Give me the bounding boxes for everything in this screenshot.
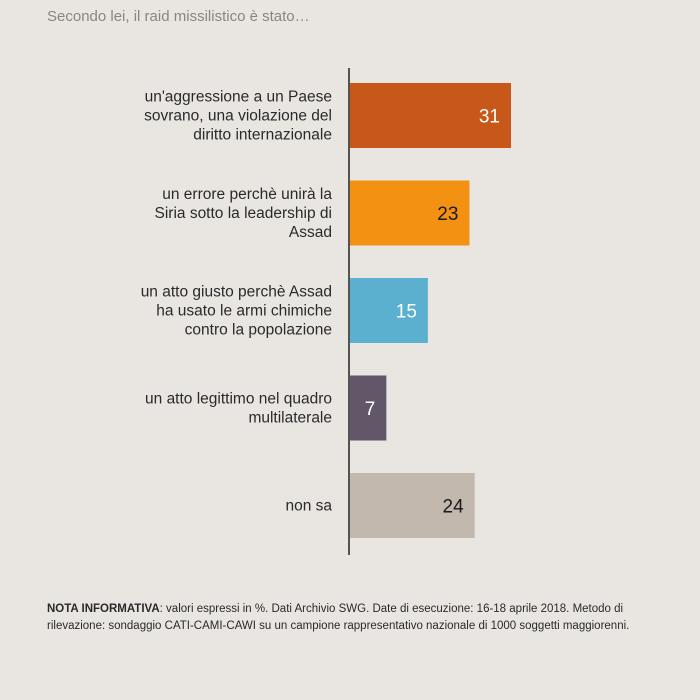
category-label-line: multilaterale <box>248 409 332 427</box>
bars-layer <box>141 83 511 538</box>
category-label-2 <box>155 186 333 241</box>
category-label-line: un atto legittimo nel quadro <box>145 390 332 408</box>
note-label: NOTA INFORMATIVA <box>47 603 160 615</box>
bar-value-label-5: 24 <box>442 496 464 518</box>
bar-value-label-1: 31 <box>478 106 500 128</box>
category-label-line: Assad <box>288 224 332 241</box>
category-label-line: un'aggressione a un Paese <box>144 88 332 106</box>
category-label-4 <box>145 391 332 427</box>
category-label-line: contro la popolazione <box>184 321 332 339</box>
category-label-line: non sa <box>285 497 332 515</box>
category-label-1 <box>144 89 332 144</box>
category-label-line: diritto internazionale <box>193 126 332 144</box>
informative-note <box>47 601 667 635</box>
note-text: : valori espressi in %. Dati Archivio SWG. Date di esecuzione: 16-18 aprile 2018. Metodo di rilevazione: sondaggio CATI-CAMI-CAWI su un campione rappresentativo nazionale di 1000 soggetti maggiorenni. <box>47 603 630 632</box>
category-label-line: ha usato le armi chimiche <box>156 302 332 320</box>
bar-value-label-2: 23 <box>437 204 459 225</box>
bar-value-label-3: 15 <box>395 301 417 323</box>
bar-value-label-4: 7 <box>364 399 376 420</box>
category-label-line: Siria sotto la leadership di <box>154 205 332 222</box>
category-label-3 <box>141 284 332 339</box>
category-label-line: un atto giusto perchè Assad <box>140 283 332 301</box>
category-label-line: sovrano, una violazione del <box>144 107 332 125</box>
category-label-5 <box>285 498 332 515</box>
chart-question-title: Secondo lei, il raid missilistico è stato… <box>47 8 310 25</box>
category-label-line: un errore perchè unirà la <box>162 186 332 203</box>
